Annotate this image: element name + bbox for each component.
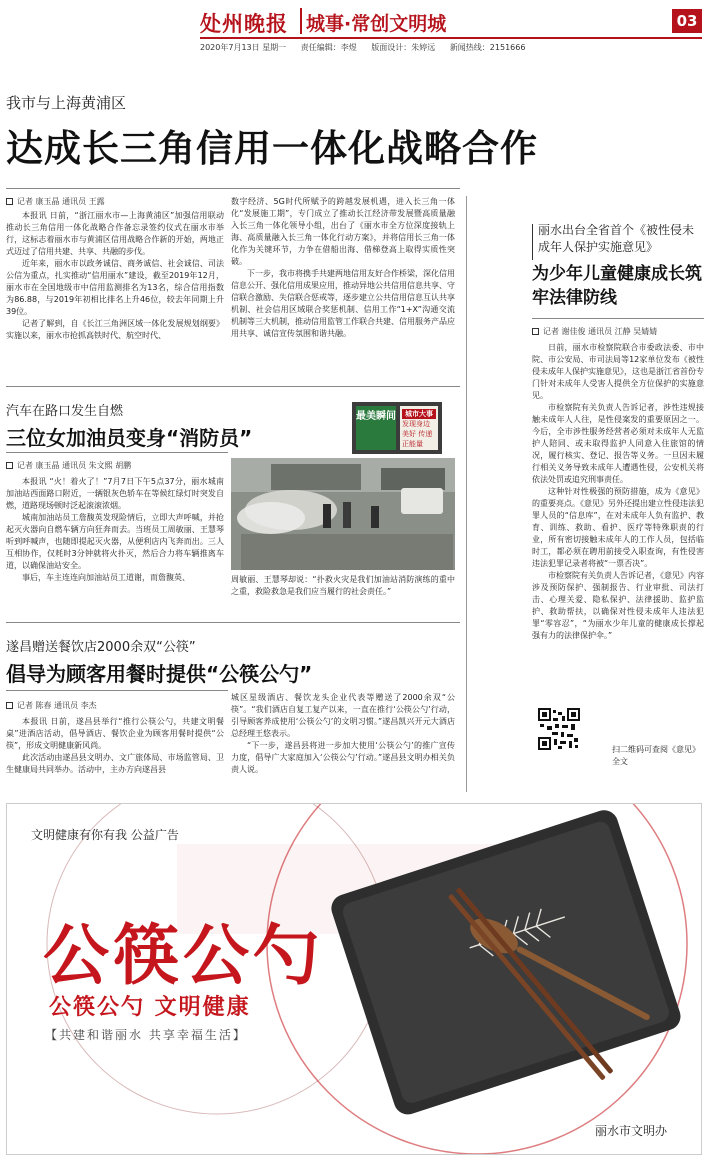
- article1-body-col2: 数字经济、5G时代所赋予的跨越发展机遇，进入长三角一体化“发展施工期”，专门成立了推动长江经济带发展暨高质量融入长三角一体化领导小组，出台了《丽水市全方位深度接轨上海、高质量融入长三角一体化行动方案》，并将信用长三角一体化作为关键环节，力争在借船出海、借梯登高上取得实质性突破。 下一步，我市将携手共建两地信用友好合作桥梁，深化信用信息公开、强化信用成果应用，推动异地公共信用信息共享、守信联合激励、失信联合惩戒等，逐步建立公共信用信息互认共享机制、社会信用区域联合奖惩机制、信用工作“1+X”沟通交流机制等三大机制，推动信用监管工作联合共建、信用服务产品应用共享、诚信宣传氛围和谐共融。: [231, 197, 455, 338]
- photo-caption: 周敏丽、王慧琴却说：“扑救火灾是我们加油站消防演练的重中之重，救险救急是我们应当履行的社会责任。”: [231, 575, 455, 596]
- article1-kicker: 我市与上海黄浦区: [6, 94, 127, 112]
- article1-byline: 记者 康玉晶 通讯员 王露: [6, 196, 105, 207]
- article3-body-col1: 本报讯 日前，遂昌县举行“推行公筷公勺，共建文明餐桌”进酒店活动，倡导酒店、餐饮企业为顾客用餐时提供“公筷”，形成文明健康新风尚。 此次活动由遂昌县文明办、文广旅体局、市场监管局、卫生健康局共同举办。活动中，主办方向遂昌县: [6, 717, 224, 774]
- masthead-info: [200, 42, 702, 53]
- article2-kicker: 汽车在路口发生自燃: [6, 404, 124, 419]
- article3-body-col2: 城区星级酒店、餐饮龙头企业代表等赠送了2000余双“公筷”。“我们酒店自复工复产以来，一直在推行‘公筷公勺’行动，引导顾客养成使用‘公筷公勺’的文明习惯。”遂昌凯兴开元大酒店总经理王悠表示。 “下一步，遂昌县将进一步加大使用‘公筷公勺’的推广宣传力度，倡导广大家庭加入‘公筷公勺’行动。”遂昌县文明办相关负责人说。: [231, 693, 455, 774]
- article1-rule: [6, 188, 460, 189]
- article4-byline: 记者 谢佳俊 通讯员 江静 吴婧婧: [532, 326, 657, 337]
- page-number: 03: [672, 9, 702, 33]
- article4-rule: [532, 318, 704, 319]
- qr-caption: 扫二维码可查阅《意见》全文: [612, 745, 700, 766]
- masthead-hotline: 新闻热线：2151666: [449, 43, 526, 52]
- badge-best-moment: 最美瞬间: [356, 406, 396, 450]
- ad-slogan: 公筷公勺 文明健康: [49, 995, 251, 1020]
- public-service-ad: [6, 803, 702, 1155]
- masthead-date: 2020年7月13日 星期一: [200, 43, 287, 52]
- article2-top-rule: [6, 386, 460, 387]
- masthead-designer: 版面设计：朱婷远: [371, 43, 436, 52]
- article2-headline: 三位女加油员变身“消防员”: [6, 426, 253, 450]
- photo-illustration: [231, 458, 455, 570]
- article2-body: 本报讯 “火！着火了！”7月7日下午5点37分，丽水城南加油站西面路口附近，一辆银灰色轿车在等候红绿灯时突发自燃，道路现场顿时泛起滚滚浓烟。 城南加油站员工詹馥英发现险情后，立即大声呼喊，并抢起灭火器向自燃车辆方向狂奔而去。当班员工周敏丽、王慧琴听到呼喊声，也随即提起灭火器，从便利店内飞奔而出。三人互相协作，仅耗时3分钟就将火扑灭，然后合力将车辆推离车道，以确保油站安全。 事后，车主连连向加油站员工道谢，而詹馥英、: [6, 477, 224, 582]
- ad-big-title: 公筷公勺: [43, 917, 323, 994]
- article1-body-col1: 本报讯 日前，“浙江丽水市—上海黄浦区”加强信用联动推动长三角信用一体化战略合作备忘录签约仪式在丽水市举行，这标志着丽水市与黄浦区信用战略合作新的开始，两地正式迈过了信用共建、共享、共融的步伐。 近年来，丽水市以政务诚信、商务诚信、社会诚信、司法公信为重点，扎实推动“信用丽水”建设，截至2019年12月，丽水市在全国地级市中信用监测排名为13名，综合信用指数为86.88，与2019年初相比排名上升46位，较去年同期上升39位。 记者了解到，自《长江三角洲区域一体化发展规划纲要》实施以来，丽水市抢抓高铁时代、航空时代、: [6, 211, 224, 340]
- article3-byline: 记者 陈春 通讯员 李杰: [6, 700, 97, 711]
- masthead-separator: [300, 8, 302, 34]
- article4-kicker-bar: [532, 224, 533, 260]
- masthead-editor: 责任编辑：李煜: [300, 43, 357, 52]
- article2-rule: [6, 452, 228, 453]
- article3-rule: [6, 690, 228, 691]
- article3-top-rule: [6, 622, 460, 623]
- gas-station-photo: [231, 458, 455, 570]
- article3-kicker: 遂昌赠送餐饮店2000余双“公筷”: [6, 640, 196, 655]
- article4-body: 日前，丽水市检察院联合市委政法委、市中院、市公安局、市司法局等12家单位发布《被性侵未成年人保护实施意见》，这也是浙江省首份专门针对未成年人受害人提供全方位保护的实施意见。 市检察院有关负责人告诉记者，涉性违规接触未成年人人往，是性侵案发的重要原因之一。今后，全市涉性服务经营者必须对未成年人无监护人陪同、或未取得监护人同意入住旅馆的情况，履行核实、登记、报告等义务。一旦因未履行相关义务导致未成年人遭遇性侵，公安机关将依法处罚或追究刑事责任。 这种针对性极强的预防措施，成为《意见》的重要亮点。《意见》另外还提出建立性侵违法犯罪人员的“信息库”，在对未成年人负有监护、教育、训练、救助、看护、医疗等特殊职责的行业，所有密切接触未成年人的工作人员，包括临时工，都必须在聘用前接受入职查询，有性侵害违法犯罪记录者将被“一票否决”。 市检察院有关负责人告诉记者，《意见》内容涉及预防保护、强制报告、行业审批、司法打击、心理关爱、隐私保护、法律援助、监护监护、救助帮扶，以确保对性侵未成年人违法犯罪“零容忍”，“为丽水少年儿童的健康成长撑起强有力的法律保护伞。”: [532, 343, 704, 640]
- ad-tagline: 【共建和谐丽水 共享幸福生活】: [45, 1028, 247, 1042]
- qr-code-icon: [538, 708, 580, 750]
- article3-headline: 倡导为顾客用餐时提供“公筷公勺”: [6, 662, 313, 686]
- article1-headline: 达成长三角信用一体化战略合作: [6, 127, 538, 170]
- ad-tag: 文明健康有你有我 公益广告: [31, 828, 179, 842]
- column-divider: [466, 196, 467, 792]
- article2-byline: 记者 康玉晶 通讯员 朱文熙 胡鹏: [6, 460, 131, 471]
- newspaper-logo: 处州晚报: [200, 11, 288, 36]
- qr-code[interactable]: [538, 708, 580, 750]
- badge-city-news: 城市大事 发现身边美好 传递正能量: [400, 406, 438, 450]
- article4-headline: 为少年儿童健康成长筑牢法律防线: [532, 264, 702, 308]
- photo-badge: [352, 402, 442, 454]
- article4-kicker: 丽水出台全省首个《被性侵未成年人保护实施意见》: [538, 223, 695, 254]
- ad-sponsor: 丽水市文明办: [595, 1124, 668, 1138]
- masthead-rule: [200, 37, 702, 39]
- section-title: 城事·常创文明城: [306, 13, 447, 35]
